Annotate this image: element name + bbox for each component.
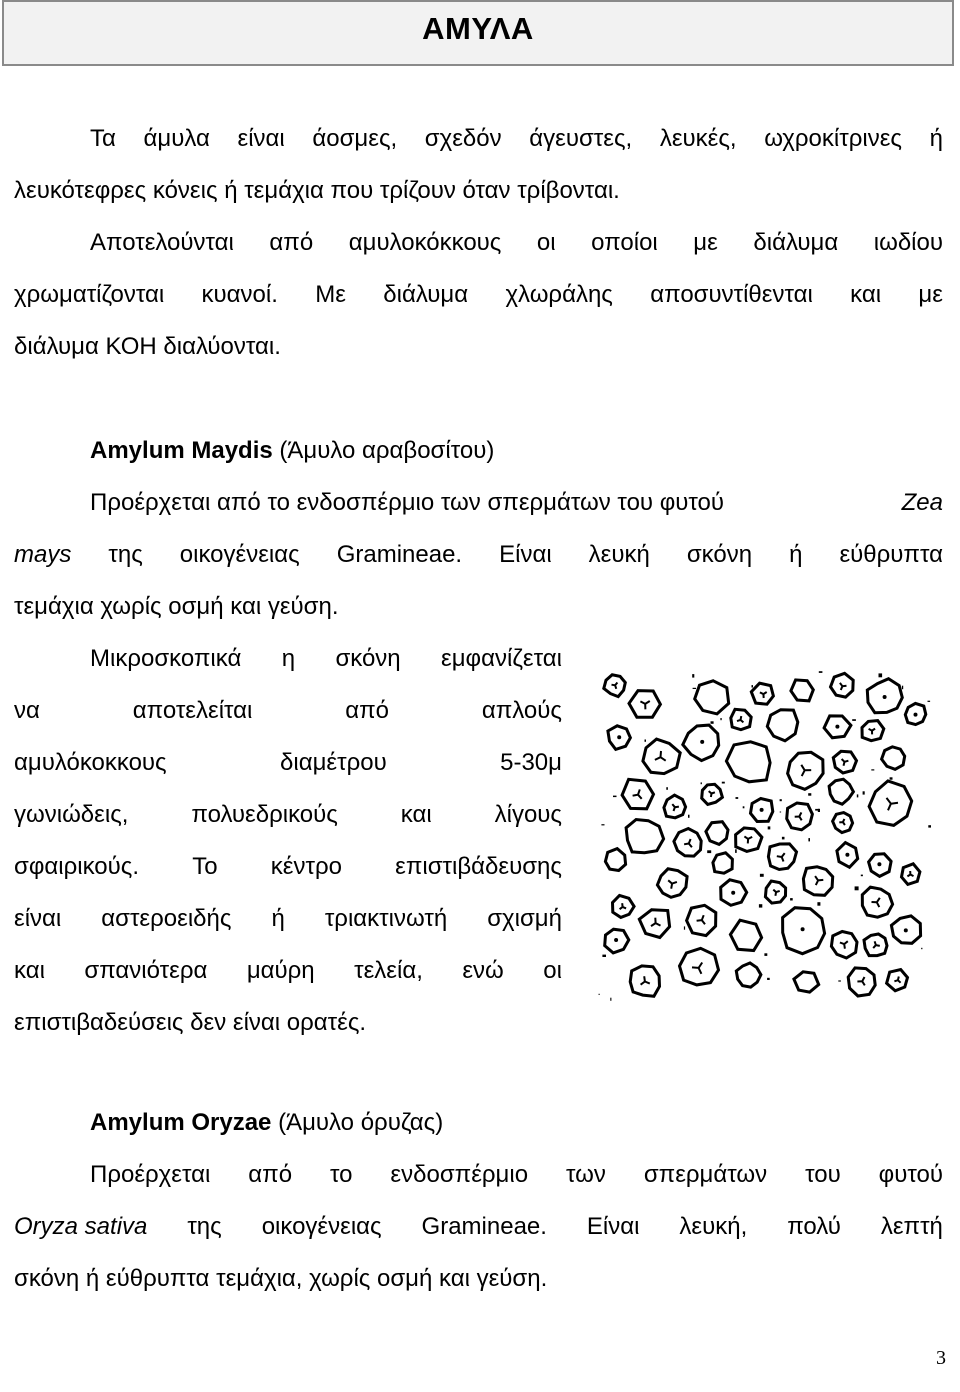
- word: Μικροσκοπικά: [90, 645, 242, 672]
- word: σκόνη: [686, 541, 753, 568]
- word: Με: [315, 281, 346, 308]
- word: λευκή,: [679, 1213, 748, 1240]
- debris-speck: [722, 782, 725, 784]
- word: φυτού: [878, 1161, 943, 1188]
- word: από: [248, 1161, 293, 1188]
- intro-line-1: [90, 124, 943, 154]
- debris-speck: [610, 998, 611, 1001]
- word: Προέρχεται: [90, 1161, 211, 1188]
- debris-speck: [879, 673, 883, 677]
- debris-speck: [693, 688, 696, 689]
- word: λίγους: [494, 801, 562, 828]
- intro-line-3: [90, 228, 943, 258]
- debris-speck: [902, 686, 903, 690]
- dot-hilum: [731, 891, 735, 895]
- word: είναι: [237, 125, 285, 152]
- oryzae-species: Oryza sativa: [14, 1213, 148, 1240]
- debris-speck: [752, 685, 754, 687]
- word: εύθρυπτα: [839, 541, 943, 568]
- maydis-micro-line-8: επιστιβαδεύσεις δεν είναι ορατές.: [14, 1009, 367, 1036]
- starch-grain: [767, 710, 798, 741]
- maydis-micro-line-5: [14, 852, 562, 882]
- word: οικογένειας: [261, 1213, 382, 1240]
- dot-hilum: [883, 695, 887, 699]
- word: διάλυμα: [753, 229, 839, 256]
- maydis-micro-line-2: [14, 696, 562, 726]
- debris-speck: [645, 740, 647, 742]
- debris-speck: [707, 850, 711, 853]
- word: οι: [543, 957, 562, 984]
- debris-speck: [852, 719, 856, 721]
- debris-speck: [692, 674, 694, 678]
- word: Gramineae.: [421, 1213, 547, 1240]
- maydis-micro-line-6: [14, 904, 562, 934]
- debris-speck: [735, 849, 737, 853]
- dot-hilum: [877, 862, 881, 866]
- starch-grain: [605, 849, 625, 871]
- dot-hilum: [845, 853, 849, 857]
- starch-grain: [674, 829, 701, 857]
- word: ενώ: [462, 957, 504, 984]
- debris-speck: [780, 812, 781, 813]
- word: αμυλόκοκκους: [14, 749, 167, 776]
- word: ενδοσπέρμιο: [390, 1161, 529, 1188]
- word: χλωράλης: [505, 281, 613, 308]
- word: σφαιρικούς.: [14, 853, 139, 880]
- word: οικογένειας: [179, 541, 300, 568]
- oryzae-heading-greek: (Άμυλο όρυζας): [271, 1109, 444, 1136]
- starch-grain: [794, 972, 819, 992]
- word: κέντρο: [270, 853, 342, 880]
- word: των: [566, 1161, 606, 1188]
- intro-line-5: διάλυμα ΚΟΗ διαλύονται.: [14, 333, 281, 360]
- word: του: [805, 1161, 841, 1188]
- word: της: [108, 541, 143, 568]
- word: Gramineae.: [336, 541, 463, 568]
- word: σχεδόν: [424, 125, 502, 152]
- word: πολύ: [787, 1213, 841, 1240]
- debris-speck: [890, 777, 893, 779]
- page-title: ΑΜΥΛΑ: [422, 11, 534, 46]
- page-number: 3: [936, 1347, 946, 1369]
- word: σκόνη: [335, 645, 401, 672]
- word: είναι: [14, 905, 62, 932]
- maydis-micro-line-7: [14, 956, 562, 986]
- debris-speck: [871, 769, 874, 770]
- word: ιωδίου: [873, 229, 943, 256]
- dot-hilum: [914, 713, 918, 717]
- oryzae-heading: [90, 1108, 943, 1138]
- word: αστεροειδής: [101, 905, 232, 932]
- word: λεπτή: [880, 1213, 943, 1240]
- dot-hilum: [617, 735, 621, 739]
- debris-speck: [782, 837, 785, 840]
- intro-line-4: [14, 280, 943, 310]
- debris-speck: [817, 902, 820, 906]
- maydis-species: mays: [14, 541, 72, 568]
- debris-speck: [666, 787, 668, 790]
- debris-speck: [601, 824, 604, 825]
- debris-speck: [780, 799, 782, 801]
- dot-hilum: [700, 740, 704, 744]
- word: απλούς: [481, 697, 562, 724]
- oryzae-heading-latin: Amylum Oryzae: [90, 1109, 272, 1136]
- word: άμυλα: [143, 125, 210, 152]
- maydis-micro-line-1: [90, 644, 562, 674]
- dot-hilum: [614, 938, 618, 942]
- debris-speck: [928, 825, 931, 827]
- word: και: [850, 281, 882, 308]
- oryzae-line-3: σκόνη ή εύθρυπτα τεμάχια, χωρίς οσμή και γεύση.: [14, 1265, 548, 1292]
- word: διάλυμα: [383, 281, 469, 308]
- word: μαύρη: [246, 957, 315, 984]
- maydis-micro-line-4: [14, 800, 562, 830]
- debris-speck: [861, 875, 863, 877]
- word: ή: [929, 125, 943, 152]
- oryzae-line-1: [90, 1160, 943, 1190]
- word: τελεία,: [354, 957, 423, 984]
- word: της: [187, 1213, 222, 1240]
- dot-hilum: [904, 928, 908, 932]
- debris-speck: [701, 782, 702, 784]
- debris-speck: [711, 721, 714, 724]
- word: ή: [789, 541, 803, 568]
- word: αμυλοκόκκους: [348, 229, 502, 256]
- word: Αποτελούνται: [90, 229, 234, 256]
- title-box: [2, 0, 954, 66]
- dot-hilum: [760, 808, 764, 812]
- maize-starch-micrograph: [598, 669, 932, 1005]
- word: σχισμή: [487, 905, 562, 932]
- starch-grain: [882, 747, 905, 770]
- word: λευκή: [588, 541, 650, 568]
- word: να: [14, 697, 40, 724]
- maydis-line-1-text: Προέρχεται από το ενδοσπέρμιο των σπερμάτων του φυτού: [90, 489, 725, 516]
- intro-line-2: λευκότεφρες κόνεις ή τεμάχια που τρίζουν όταν τρίβονται.: [14, 177, 620, 204]
- debris-speck: [613, 796, 617, 798]
- debris-speck: [857, 794, 859, 797]
- word: ωχροκίτρινες: [764, 125, 902, 152]
- dot-hilum: [801, 927, 805, 931]
- debris-speck: [808, 793, 811, 796]
- word: Είναι: [499, 541, 552, 568]
- debris-speck: [808, 838, 810, 841]
- word: επιστιβάδευσης: [395, 853, 562, 880]
- debris-speck: [743, 806, 745, 808]
- word: διαμέτρου: [280, 749, 387, 776]
- word: με: [918, 281, 943, 308]
- debris-speck: [684, 926, 685, 929]
- word: και: [14, 957, 45, 984]
- word: και: [400, 801, 432, 828]
- word: αποσυντίθενται: [650, 281, 813, 308]
- debris-speck: [688, 815, 690, 818]
- debris-speck: [838, 980, 841, 981]
- word: πολυεδρικούς: [191, 801, 338, 828]
- word: η: [281, 645, 296, 672]
- word: το: [329, 1161, 353, 1188]
- word: Τα: [90, 125, 116, 152]
- maydis-genus: Zea: [901, 489, 943, 516]
- word: αποτελείται: [132, 697, 253, 724]
- word: από: [345, 697, 390, 724]
- maydis-heading: [90, 436, 943, 466]
- word: οποίοι: [591, 229, 658, 256]
- word: γωνιώδεις,: [14, 801, 129, 828]
- word: εμφανίζεται: [441, 645, 562, 672]
- maydis-micro-line-3: [14, 748, 562, 778]
- starch-grain: [626, 820, 664, 853]
- debris-speck: [863, 791, 865, 794]
- word: λευκές,: [659, 125, 737, 152]
- dot-hilum: [835, 725, 839, 729]
- debris-speck: [790, 898, 793, 900]
- starch-grain: [726, 742, 770, 782]
- word: σπερμάτων: [643, 1161, 768, 1188]
- starch-grain: [791, 680, 813, 701]
- word: άοσμες,: [312, 125, 398, 152]
- debris-speck: [768, 826, 771, 829]
- debris-speck: [764, 953, 767, 956]
- word: οι: [536, 229, 556, 256]
- starch-grain: [736, 963, 761, 987]
- maydis-line-3: τεμάχια χωρίς οσμή και γεύση.: [14, 593, 339, 620]
- debris-speck: [767, 978, 770, 980]
- debris-speck: [720, 718, 721, 720]
- debris-speck: [818, 809, 820, 812]
- word: σπανιότερα: [84, 957, 208, 984]
- starch-grain: [713, 853, 733, 873]
- starch-grain: [706, 822, 728, 845]
- debris-speck: [602, 955, 606, 957]
- word: χρωματίζονται: [14, 281, 165, 308]
- debris-speck: [921, 948, 922, 949]
- maydis-line-2: [14, 540, 943, 570]
- word: ή: [271, 905, 285, 932]
- debris-speck: [760, 874, 764, 877]
- word: 5-30μ: [500, 749, 562, 776]
- maydis-heading-latin: Amylum Maydis: [90, 437, 273, 464]
- maydis-heading-greek: (Άμυλο αραβοσίτου): [272, 437, 495, 464]
- debris-speck: [928, 701, 931, 702]
- debris-speck: [819, 671, 823, 673]
- debris-speck: [759, 904, 762, 907]
- word: κυανοί.: [201, 281, 278, 308]
- word: από: [269, 229, 314, 256]
- word: Είναι: [586, 1213, 640, 1240]
- debris-speck: [599, 994, 600, 995]
- word: Το: [192, 853, 218, 880]
- maydis-line-1: [90, 488, 943, 518]
- debris-speck: [736, 797, 739, 799]
- debris-speck: [855, 886, 859, 890]
- word: τριακτινωτή: [324, 905, 448, 932]
- word: με: [693, 229, 718, 256]
- oryzae-line-2: [14, 1212, 943, 1242]
- word: άγευστες,: [529, 125, 633, 152]
